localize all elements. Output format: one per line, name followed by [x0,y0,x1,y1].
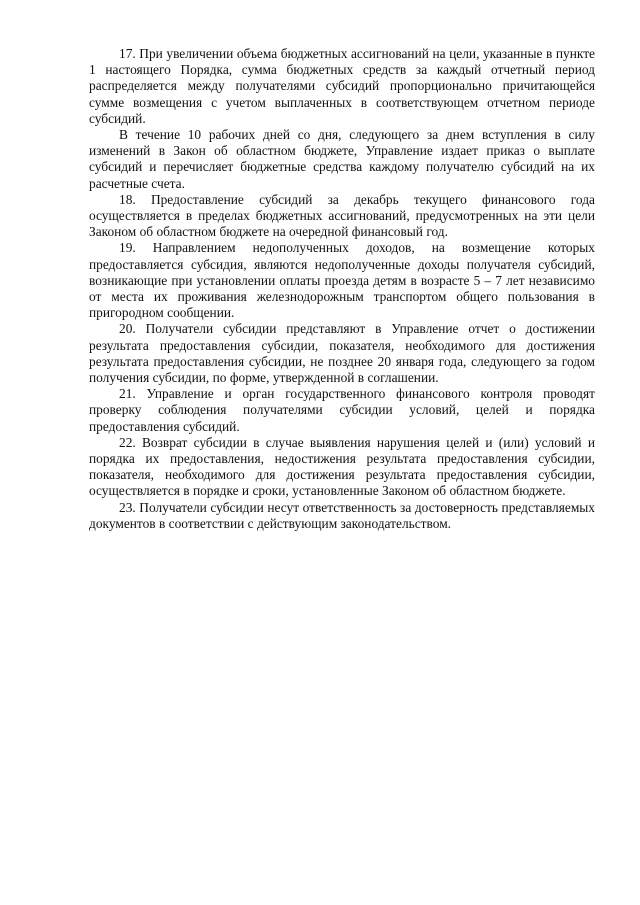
paragraph-17-continuation: В течение 10 рабочих дней со дня, следующего за днем вступления в силу изменений в Закон об областном бюджете, Управление издает приказ о выплате субсидий и перечисляет бюджетные средства каждому получателю субсидий на их расчетные счета. [89,127,595,191]
paragraph-18: 18. Предоставление субсидий за декабрь текущего финансового года осуществляется в пределах бюджетных ассигнований, предусмотренных на эти цели Законом об областном бюджете на очередной финансовый год. [89,191,595,240]
document-body [89,46,595,532]
paragraph-17: 17. При увеличении объема бюджетных ассигнований на цели, указанные в пункте 1 настоящего Порядка, сумма бюджетных средств за каждый отчетный период распределяется между получателями субсидий пропорционально причитающейся сумме возмещения с учетом выплаченных в соответствующем отчетном периоде субсидий. [89,46,595,126]
paragraph-22: 22. Возврат субсидии в случае выявления нарушения целей и (или) условий и порядка их предоставления, недостижения результата предоставления субсидии, показателя, необходимого для достижения результата предоставления субсидии, осуществляется в порядке и сроки, установленные Законом об областном бюджете. [89,434,595,499]
paragraph-21: 21. Управление и орган государственного финансового контроля проводят проверку соблюдения получателями субсидии условий, целей и порядка предоставления субсидий. [89,386,595,434]
paragraph-23: 23. Получатели субсидии несут ответственность за достоверность представляемых документов в соответствии с действующим законодательством. [89,499,595,531]
paragraph-19: 19. Направлением недополученных доходов, на возмещение которых предоставляется субсидия, являются недополученные доходы получателя субсидий, возникающие при установлении оплаты проезда детям в возрасте 5 – 7 лет независимо от места их проживания железнодорожным транспортом общего пользования в пригородном сообщении. [89,240,595,321]
paragraph-20: 20. Получатели субсидии представляют в Управление отчет о достижении результата предоставления субсидии, показателя, необходимого для достижения результата предоставления субсидии, не позднее 20 января года, следующего за годом получения субсидии, по форме, утвержденной в соглашении. [89,321,595,386]
